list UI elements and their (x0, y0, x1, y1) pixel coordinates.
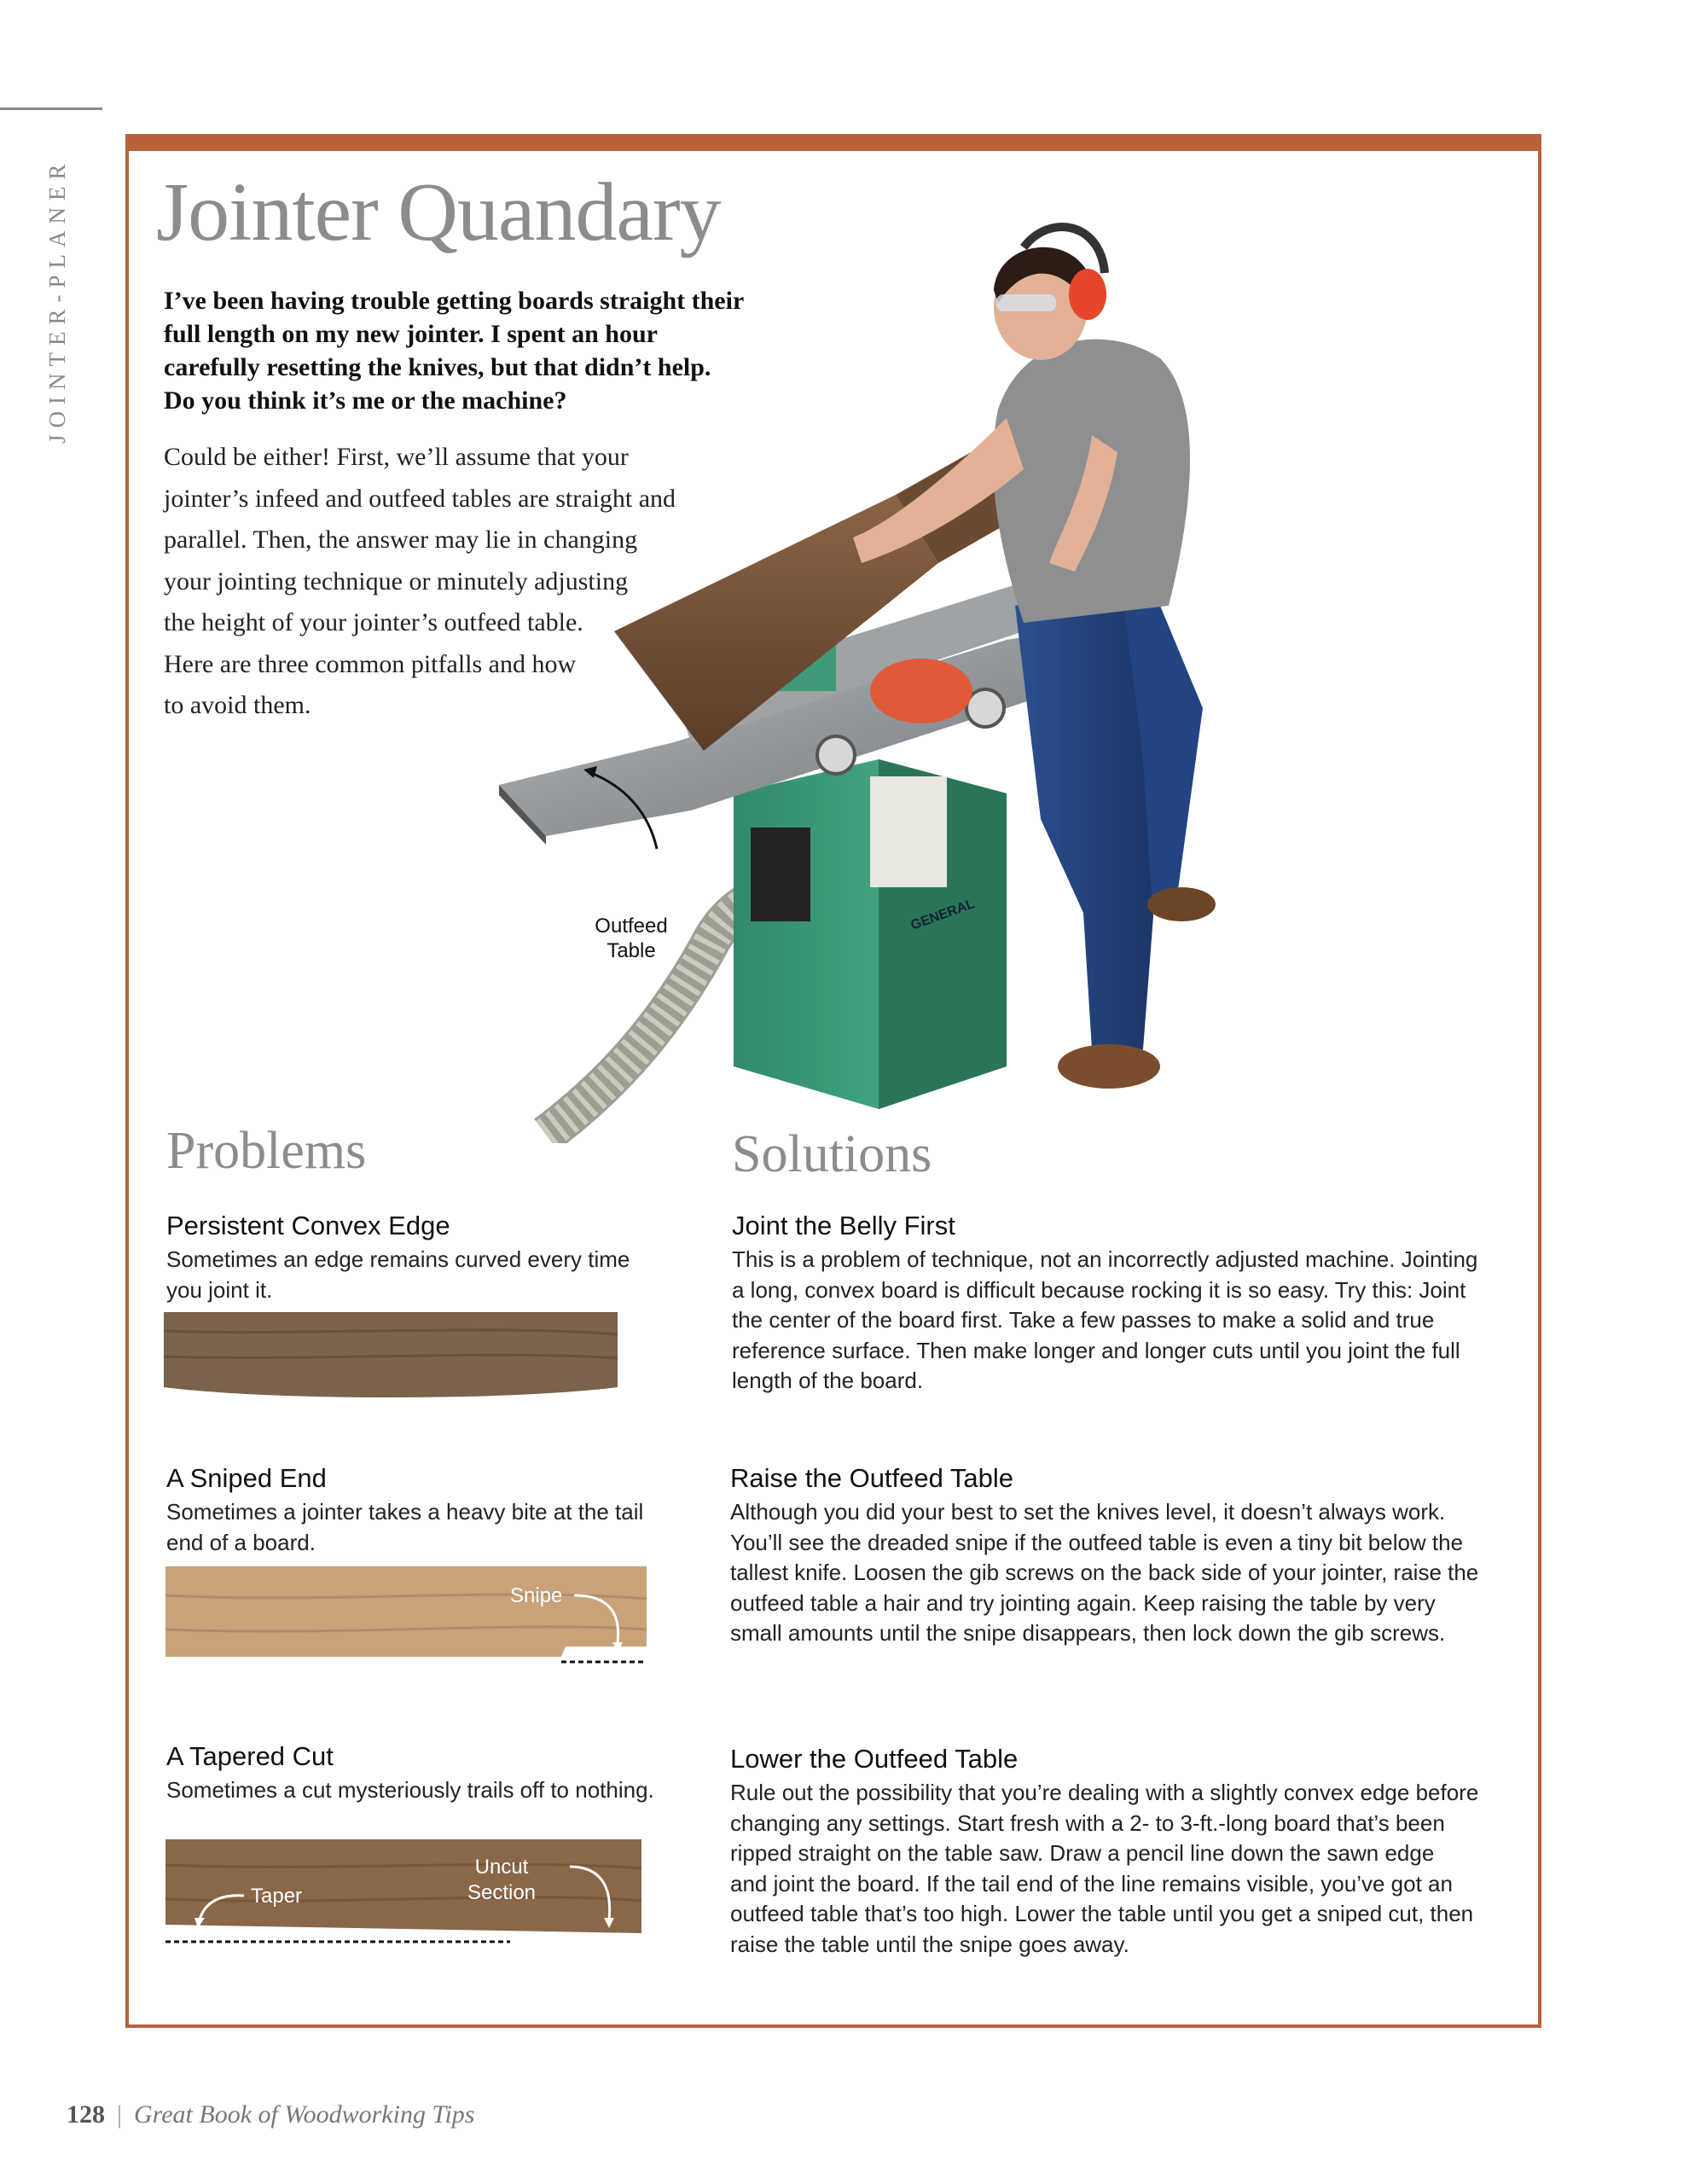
problem-title: Persistent Convex Edge (166, 1211, 450, 1240)
text-line: Sometimes a cut mysteriously trails off to nothing. (166, 1777, 654, 1803)
jointer-photo (495, 162, 1365, 1143)
uncut-label-line1: Uncut (474, 1856, 529, 1879)
problem-text (166, 1497, 695, 1558)
text-line: outfeed table a hair and try jointing again. Keep raising the table by very (730, 1589, 1436, 1616)
boot (1147, 887, 1216, 921)
solution-title: Raise the Outfeed Table (730, 1463, 1014, 1493)
text-line: you joint it. (166, 1276, 273, 1303)
solution-title: Lower the Outfeed Table (730, 1744, 1019, 1774)
text-line: ripped straight on the table saw. Draw a pencil line down the sawn edge (730, 1840, 1435, 1866)
sniped-board-image (160, 1561, 655, 1672)
handwheel (966, 689, 1004, 727)
text-line: end of a board. (166, 1529, 316, 1555)
text-line: Sometimes an edge remains curved every time (166, 1246, 630, 1272)
footer-separator: | (117, 2100, 123, 2129)
convex-board-image (160, 1305, 621, 1408)
corner-rule (0, 107, 102, 110)
solutions-heading: Solutions (732, 1125, 932, 1183)
solution-title: Joint the Belly First (732, 1211, 955, 1240)
text-line: reference surface. Then make longer and longer cuts until you joint the full (732, 1337, 1460, 1363)
problem-title: A Tapered Cut (166, 1741, 334, 1771)
text-line: tallest knife. Loosen the gib screws on the back side of your jointer, raise the (730, 1560, 1479, 1585)
answer-line: to avoid them. (164, 691, 311, 719)
dust-port (751, 828, 810, 921)
page-footer (67, 2100, 474, 2129)
problem-title: A Sniped End (166, 1463, 327, 1493)
page-title: Jointer Quandary (156, 166, 721, 258)
snipe-label: Snipe (510, 1584, 563, 1607)
text-line: length of the board. (732, 1368, 924, 1393)
text-line: the center of the board first. Take a few passes to make a solid and true (732, 1307, 1435, 1333)
answer-line: the height of your jointer’s outfeed table. (164, 608, 583, 636)
brand-text: GENERAL (908, 897, 977, 933)
problems-heading: Problems (166, 1122, 367, 1180)
answer-line: jointer’s infeed and outfeed tables are straight and (164, 484, 676, 513)
text-line: raise the table until the snipe goes away. (730, 1931, 1129, 1957)
solution-text (732, 1245, 1517, 1397)
answer-line: Could be either! First, we’ll assume that your (164, 443, 629, 471)
solution-text (730, 1778, 1515, 1960)
text-line: You’ll see the dreaded snipe if the outfeed table is even a tiny bit below the (730, 1529, 1464, 1555)
text-line: changing any settings. Start fresh with a 2- to 3-ft.-long board that’s been (730, 1809, 1445, 1836)
tapered-board-image (160, 1834, 655, 1954)
problem-text (166, 1245, 695, 1305)
uncut-label-line2: Section (467, 1881, 537, 1904)
answer-line: Here are three common pitfalls and how (164, 649, 577, 678)
text-line: a long, convex board is difficult because rocking it is so easy. Try this: Joint (732, 1276, 1466, 1303)
book-title: Great Book of Woodworking Tips (134, 2100, 475, 2129)
text-line: outfeed table that’s too high. Lower the table until you get a sniped cut, then (730, 1901, 1474, 1926)
section-side-label: JOINTER-PLANER (44, 157, 70, 444)
text-line: and joint the board. If the tail end of the line remains visible, you’ve got an (730, 1870, 1453, 1896)
machine-label (870, 776, 947, 887)
boot (1058, 1044, 1160, 1089)
answer-line: your jointing technique or minutely adjusting (164, 566, 629, 595)
solution-text (730, 1497, 1515, 1649)
text-line: Rule out the possibility that you’re dealing with a slightly convex edge before (730, 1780, 1479, 1805)
text-line: Although you did your best to set the knives level, it doesn’t always work. (730, 1499, 1446, 1525)
reader-question: I’ve been having trouble getting boards straight their full length on my new jointer. I spent an hour carefully resetting the knives, but that didn’t help. Do you think it’s me or the machine? (164, 287, 744, 415)
text-line: This is a problem of technique, not an incorrectly adjusted machine. Jointing (732, 1246, 1478, 1272)
text-line: Sometimes a jointer takes a heavy bite at the tail (166, 1499, 644, 1525)
callout-label-line2: Table (607, 939, 656, 962)
callout-label-line1: Outfeed (595, 915, 668, 938)
problem-text (166, 1775, 695, 1806)
ear-protection (1069, 269, 1106, 320)
text-line: small amounts until the snipe disappears, then lock down the gib screws. (730, 1620, 1446, 1646)
push-block (870, 659, 972, 723)
handwheel (817, 736, 855, 774)
page-number: 128 (67, 2100, 105, 2129)
taper-label: Taper (251, 1885, 303, 1908)
safety-glasses (996, 294, 1056, 311)
answer-line: parallel. Then, the answer may lie in changing (164, 526, 638, 554)
